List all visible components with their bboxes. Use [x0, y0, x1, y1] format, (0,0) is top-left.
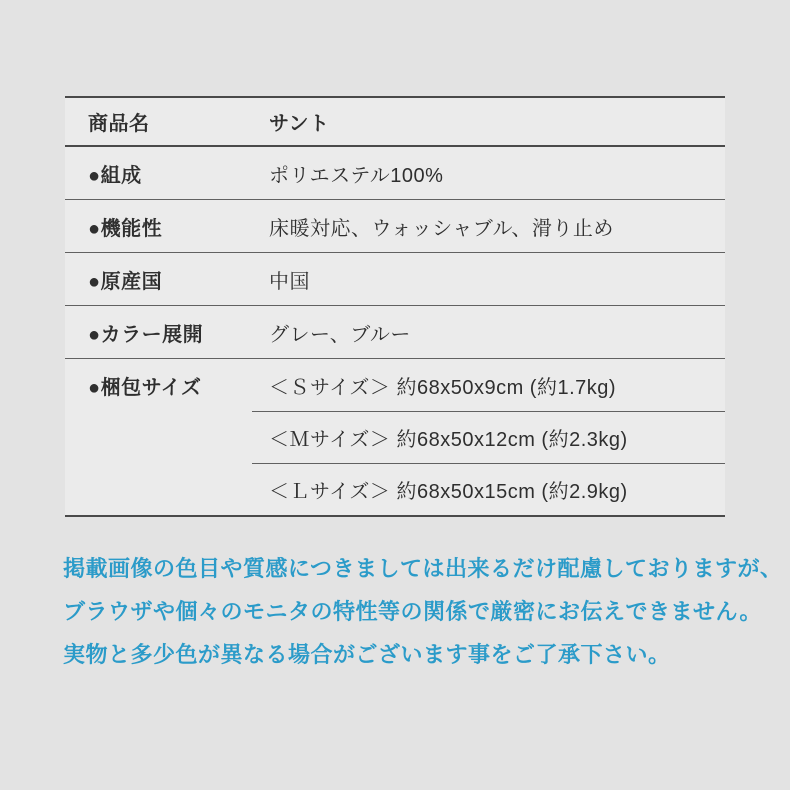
packing-size-s: ＜Ｓサイズ＞ 約68x50x9cm (約1.7kg): [269, 376, 617, 399]
table-row-color-variations: [65, 305, 725, 358]
spec-value-functionality: 床暖対応、ウォッシャブル、滑り止め: [269, 217, 614, 240]
spec-label-functionality: ●機能性: [88, 217, 163, 240]
spec-value-product-name: サント: [269, 113, 330, 135]
spec-value-origin-country: 中国: [269, 270, 310, 293]
product-spec-table: [65, 96, 725, 517]
spec-label-packing-size: ●梱包サイズ: [88, 376, 202, 399]
spec-value-color-variations: グレー、ブルー: [269, 323, 411, 346]
spec-value-composition: ポリエステル100%: [269, 164, 444, 187]
disclaimer-line-3: 実物と多少色が異なる場合がございます事をご了承下さい。: [63, 642, 671, 667]
spec-label-color-variations: ●カラー展開: [88, 323, 204, 346]
disclaimer-line-1: 掲載画像の色目や質感につきましては出来るだけ配慮しておりますが、: [63, 556, 783, 581]
spec-label-product-name: 商品名: [88, 113, 150, 135]
table-row-composition: [65, 145, 725, 199]
disclaimer-line-2: ブラウザや個々のモニタの特性等の関係で厳密にお伝えできません。: [63, 599, 762, 624]
spec-label-origin-country: ●原産国: [88, 270, 163, 293]
packing-size-m: ＜Ｍサイズ＞ 約68x50x12cm (約2.3kg): [252, 411, 725, 463]
spec-label-composition: ●組成: [88, 164, 142, 187]
color-disclaimer: [63, 547, 783, 676]
table-row-origin-country: [65, 252, 725, 305]
table-row-functionality: [65, 199, 725, 252]
table-row-packing-size: [65, 358, 725, 515]
table-row-product-name: [65, 98, 725, 145]
packing-size-l: ＜Ｌサイズ＞ 約68x50x15cm (約2.9kg): [252, 463, 725, 515]
packing-size-list: [252, 359, 725, 515]
